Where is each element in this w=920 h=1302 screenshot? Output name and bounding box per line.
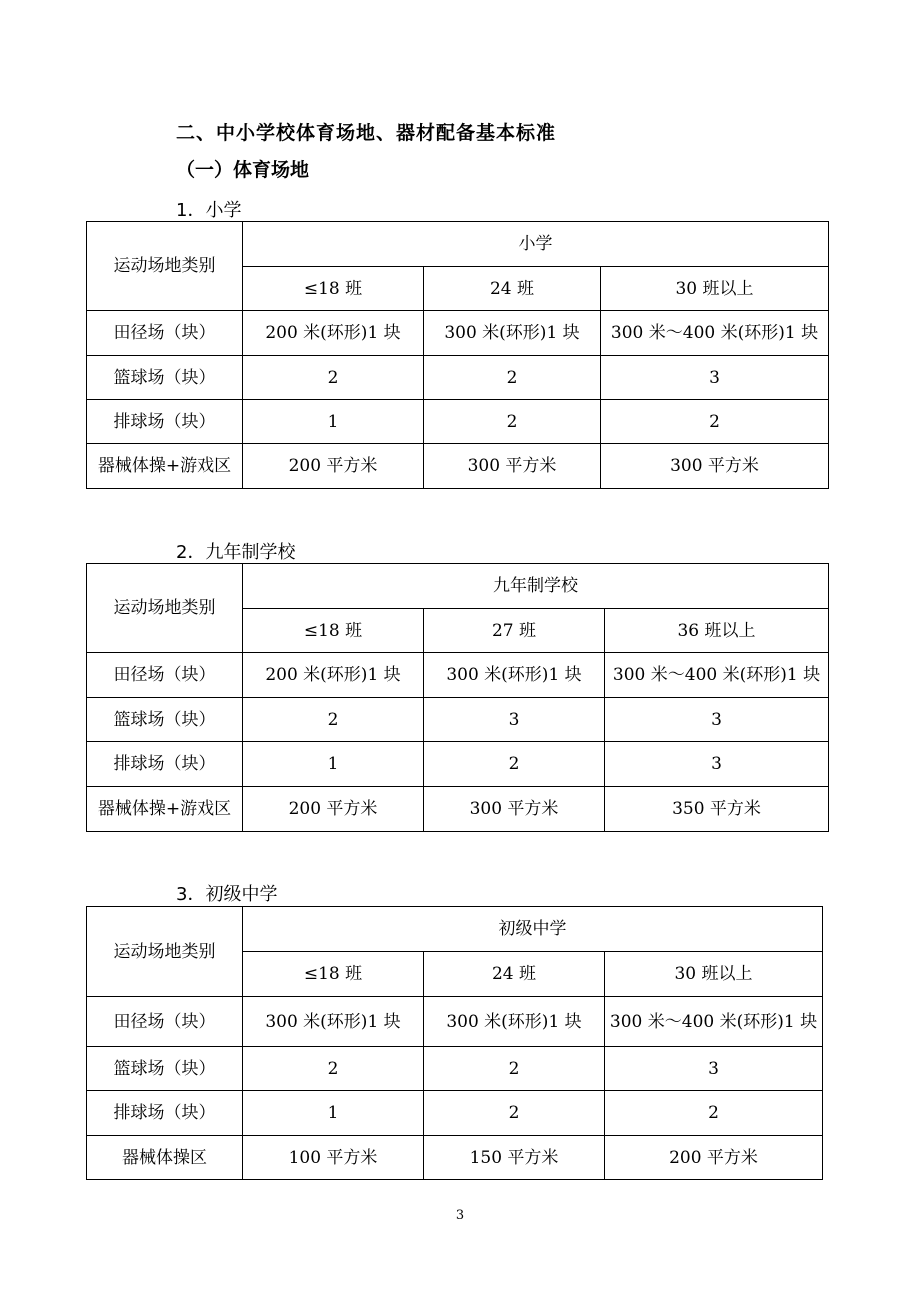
table-cell: 300 米～400 米(环形)1 块 [605, 997, 823, 1047]
table-cell: 2 [424, 742, 605, 787]
school-type-header: 小学 [243, 222, 829, 267]
table-cell: 2 [424, 356, 601, 400]
column-header: 30 班以上 [605, 952, 823, 997]
table-cell: 300 米(环形)1 块 [424, 311, 601, 356]
table-cell: 2 [424, 1091, 605, 1136]
row-label: 田径场（块） [87, 653, 243, 698]
column-header: 27 班 [424, 609, 605, 653]
table-cell: 200 米(环形)1 块 [243, 311, 424, 356]
row-label: 器械体操+游戏区 [87, 444, 243, 489]
table-cell: 3 [605, 1047, 823, 1091]
row-label: 排球场（块） [87, 400, 243, 444]
table-cell: 2 [424, 1047, 605, 1091]
row-label: 篮球场（块） [87, 356, 243, 400]
table-cell: 100 平方米 [243, 1136, 424, 1180]
table-corner-header: 运动场地类别 [87, 222, 243, 311]
table-cell: 2 [243, 698, 424, 742]
table-cell: 2 [424, 400, 601, 444]
row-label: 田径场（块） [87, 311, 243, 356]
table-title-primary: 1．小学 [176, 200, 242, 221]
column-header: 36 班以上 [605, 609, 829, 653]
subsection-heading: （一）体育场地 [176, 159, 310, 181]
table-cell: 1 [243, 400, 424, 444]
column-header: ≤18 班 [243, 609, 424, 653]
table-cell: 300 米(环形)1 块 [243, 997, 424, 1047]
table-cell: 300 平方米 [424, 787, 605, 832]
table-cell: 300 米～400 米(环形)1 块 [601, 311, 829, 356]
table-cell: 3 [605, 698, 829, 742]
table-cell: 200 平方米 [605, 1136, 823, 1180]
column-header: ≤18 班 [243, 267, 424, 311]
table-cell: 300 米(环形)1 块 [424, 997, 605, 1047]
column-header: ≤18 班 [243, 952, 424, 997]
row-label: 排球场（块） [87, 742, 243, 787]
table-cell: 2 [243, 1047, 424, 1091]
school-type-header: 初级中学 [243, 907, 823, 952]
table-corner-header: 运动场地类别 [87, 907, 243, 997]
row-label: 排球场（块） [87, 1091, 243, 1136]
row-label: 篮球场（块） [87, 698, 243, 742]
column-header: 24 班 [424, 267, 601, 311]
table-cell: 1 [243, 1091, 424, 1136]
row-label: 篮球场（块） [87, 1047, 243, 1091]
table-cell: 2 [605, 1091, 823, 1136]
row-label: 器械体操区 [87, 1136, 243, 1180]
table-cell: 200 平方米 [243, 444, 424, 489]
row-label: 田径场（块） [87, 997, 243, 1047]
table-cell: 3 [605, 742, 829, 787]
table-nine-year-school [86, 563, 829, 832]
table-cell: 300 米(环形)1 块 [424, 653, 605, 698]
table-cell: 2 [601, 400, 829, 444]
table-cell: 350 平方米 [605, 787, 829, 832]
table-junior-middle-school [86, 906, 823, 1180]
table-cell: 3 [424, 698, 605, 742]
table-cell: 300 米～400 米(环形)1 块 [605, 653, 829, 698]
table-cell: 300 平方米 [601, 444, 829, 489]
column-header: 30 班以上 [601, 267, 829, 311]
table-title-nine-year: 2．九年制学校 [176, 542, 296, 563]
table-title-junior-middle: 3．初级中学 [176, 884, 278, 905]
table-cell: 2 [243, 356, 424, 400]
table-cell: 3 [601, 356, 829, 400]
table-cell: 150 平方米 [424, 1136, 605, 1180]
table-cell: 1 [243, 742, 424, 787]
table-cell: 300 平方米 [424, 444, 601, 489]
row-label: 器械体操+游戏区 [87, 787, 243, 832]
school-type-header: 九年制学校 [243, 564, 829, 609]
table-primary-school [86, 221, 829, 489]
table-cell: 200 平方米 [243, 787, 424, 832]
column-header: 24 班 [424, 952, 605, 997]
table-cell: 200 米(环形)1 块 [243, 653, 424, 698]
section-heading: 二、中小学校体育场地、器材配备基本标准 [176, 122, 557, 144]
table-corner-header: 运动场地类别 [87, 564, 243, 653]
page-number: 3 [455, 1208, 465, 1223]
